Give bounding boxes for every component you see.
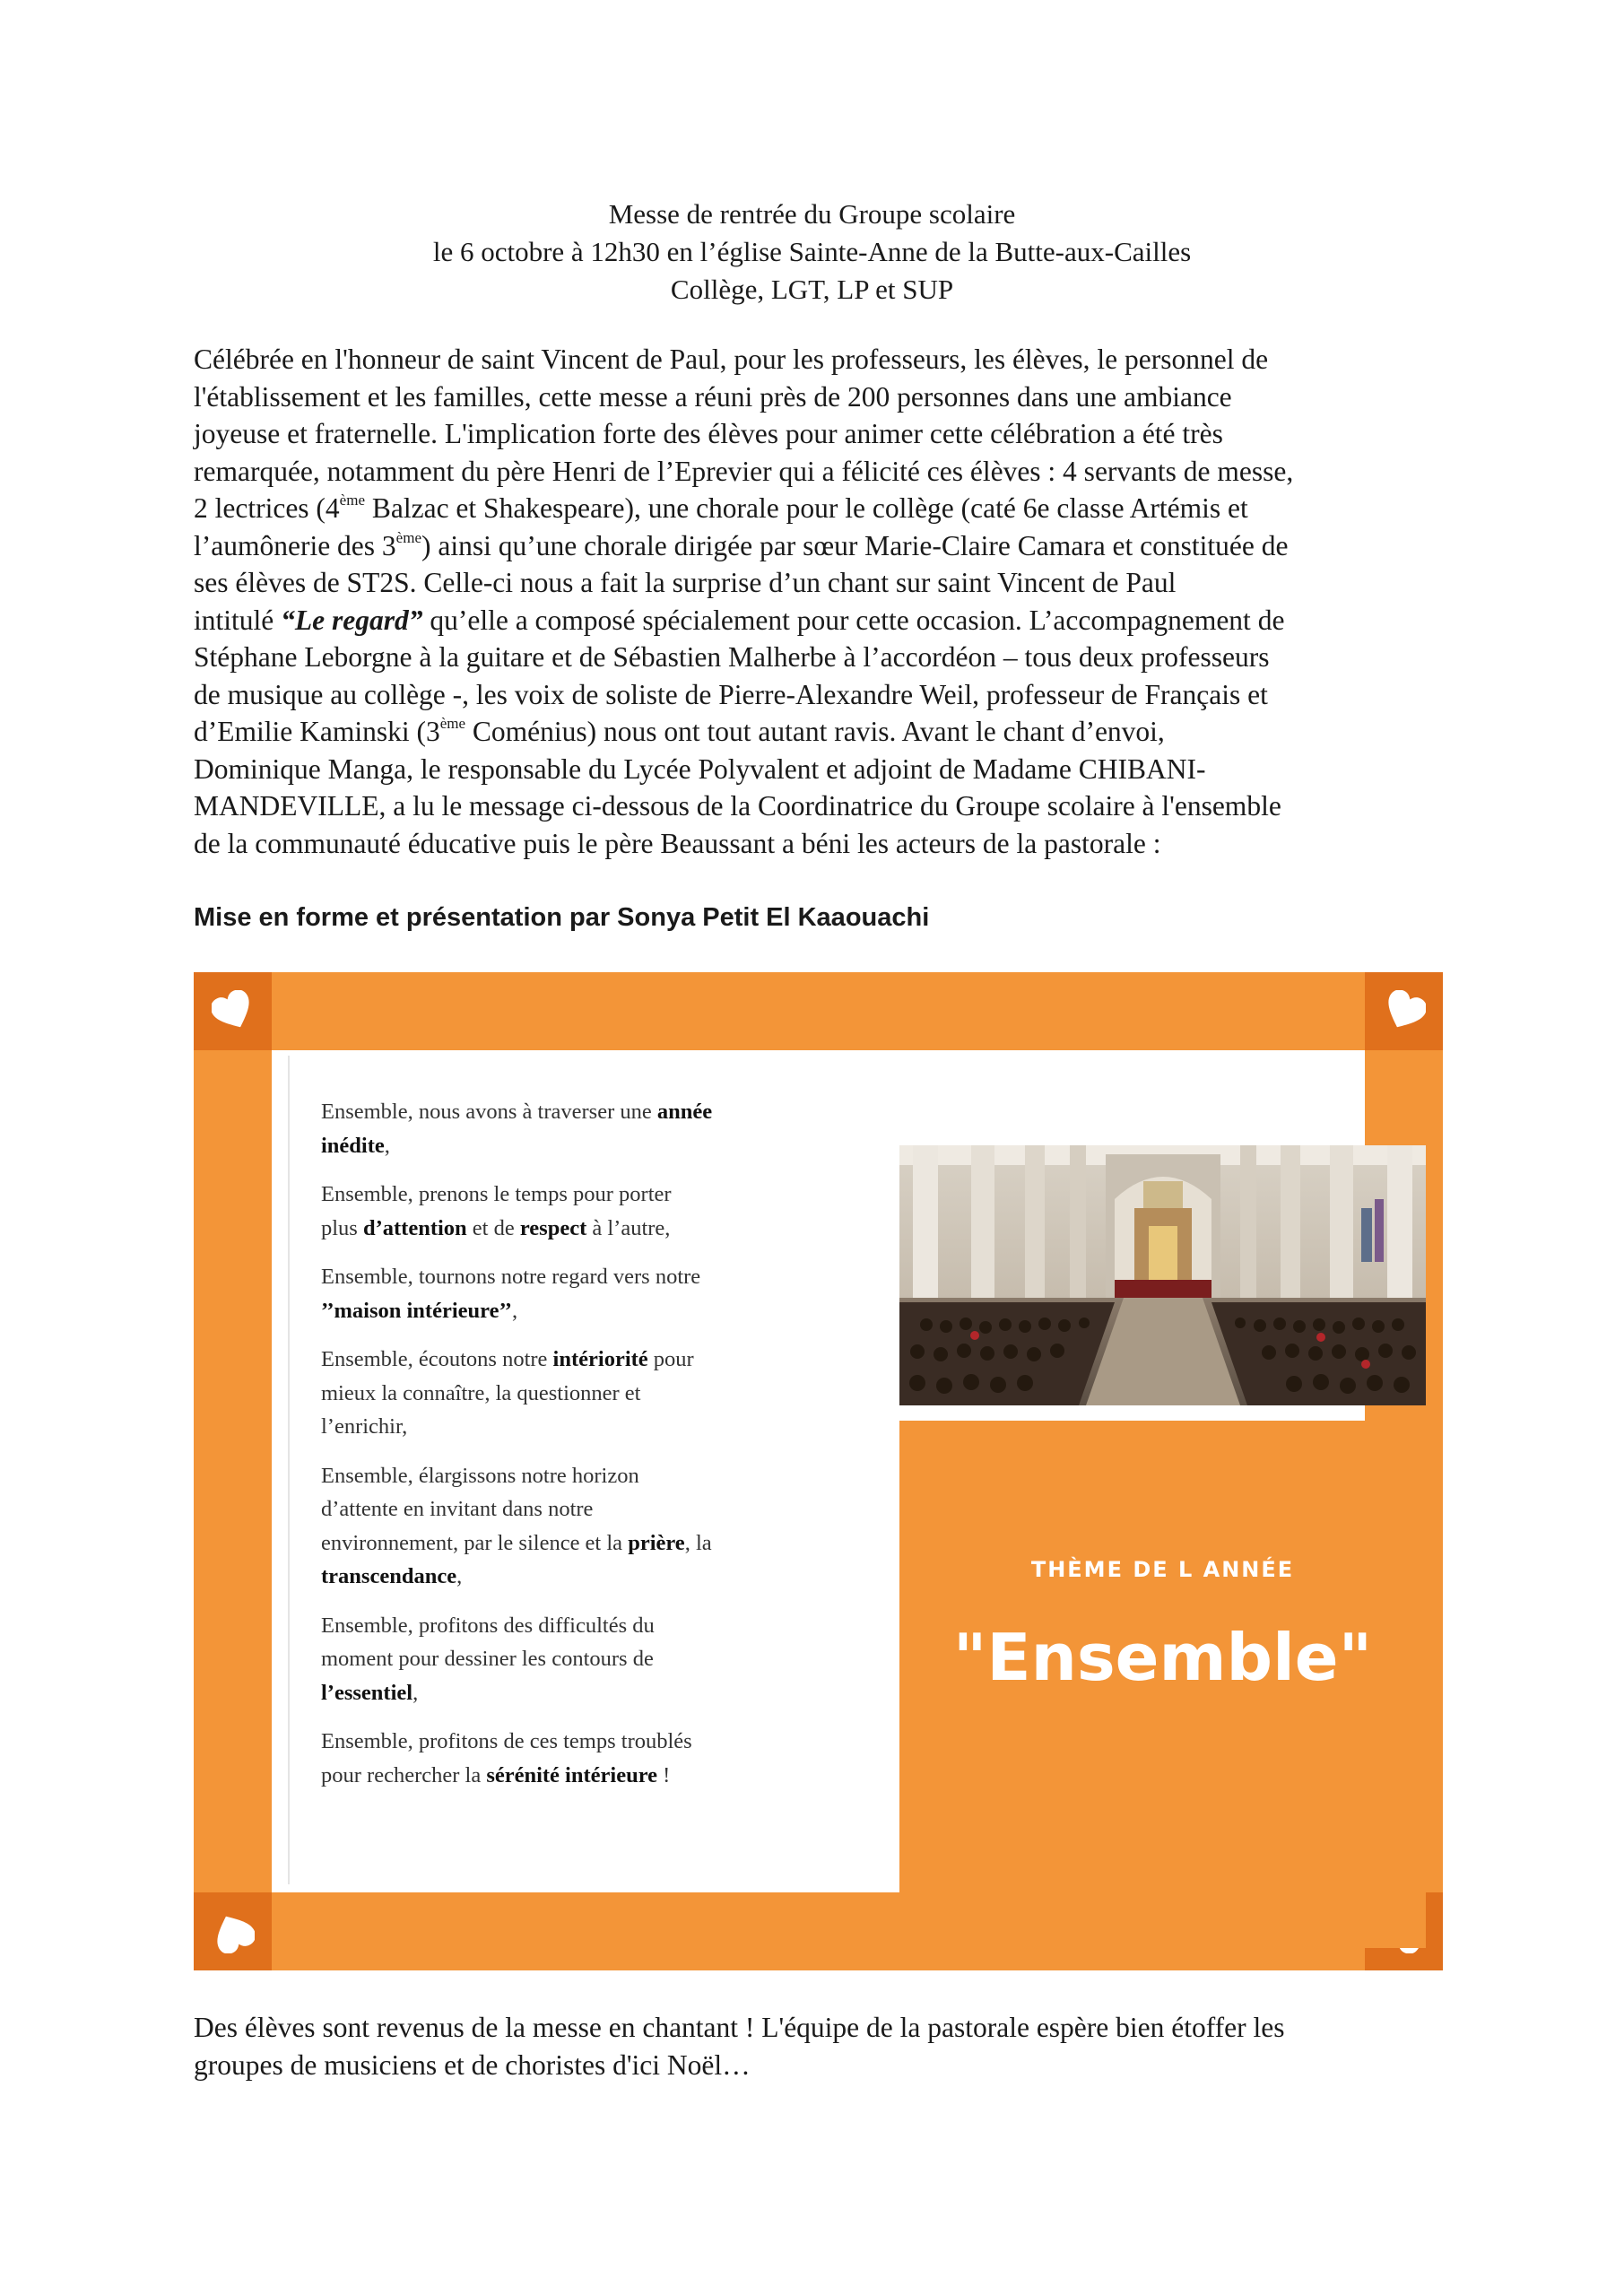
church-interior-photo: [899, 1145, 1426, 1405]
theme-box: [899, 1421, 1426, 1948]
poem-line: [321, 1343, 769, 1377]
poem-bold: prière: [628, 1530, 685, 1555]
poem-stanza: [321, 1260, 769, 1327]
poem-stanza: [321, 1459, 769, 1594]
poem-line: [321, 1294, 769, 1328]
intro-paragraph: [194, 341, 1440, 862]
poem-text: ,: [511, 1298, 518, 1323]
intro-line: de la communauté éducative puis le père Beaussant a béni les acteurs de la pastorale :: [194, 827, 1161, 859]
poem-text: !: [657, 1762, 671, 1787]
poem-text: pour: [647, 1347, 694, 1371]
heading-line-3: Collège, LGT, LP et SUP: [670, 274, 954, 305]
poem-line: [321, 1759, 769, 1793]
poster-panel: [272, 1050, 1373, 1892]
intro-text: ) ainsi qu’une chorale dirigée par sœur Marie-Claire Camara et constituée de: [421, 529, 1289, 561]
poem-line: Ensemble, profitons de ces temps troublés: [321, 1729, 692, 1753]
intro-text: 2 lectrices (4: [194, 492, 340, 524]
intro-line: l'établissement et les familles, cette messe a réuni près de 200 personnes dans une ambiance: [194, 380, 1232, 413]
poem-line: l’enrichir,: [321, 1414, 408, 1439]
poem-line: [321, 1129, 769, 1163]
theme-label: THÈME DE L ANNÉE: [1030, 1557, 1295, 1582]
intro-line: [194, 527, 1440, 565]
superscript: ème: [339, 491, 365, 509]
poster-corner: [194, 1892, 272, 1970]
poem-text: , la: [684, 1530, 712, 1555]
poem-text: et de: [466, 1215, 520, 1240]
poem-bold: inédite: [321, 1133, 385, 1158]
closing-line: Des élèves sont revenus de la messe en chantant ! L'équipe de la pastorale espère bien étoffer les: [194, 2012, 1285, 2043]
poem-line: Ensemble, profitons des difficultés du: [321, 1613, 655, 1638]
intro-text: intitulé: [194, 604, 282, 636]
poster-corner: [194, 972, 272, 1050]
intro-text: qu’elle a composé spécialement pour cette occasion. L’accompagnement de: [422, 604, 1285, 636]
superscript: ème: [395, 528, 421, 546]
poem-stanza: [321, 1178, 769, 1245]
poem-text: ,: [384, 1133, 390, 1158]
poem-bold: respect: [519, 1215, 587, 1240]
intro-line: [194, 602, 1440, 639]
heart-icon: [212, 990, 255, 1033]
intro-text: d’Emilie Kaminski (3: [194, 716, 440, 747]
intro-line: Stéphane Leborgne à la guitare et de Sébastien Malherbe à l’accordéon – tous deux professeurs: [194, 641, 1270, 673]
poem-line: [321, 1676, 769, 1710]
poem-line: moment pour dessiner les contours de: [321, 1647, 654, 1671]
intro-line: [194, 490, 1440, 527]
poem-bold: l’essentiel: [321, 1680, 413, 1705]
poem-stanza: [321, 1343, 769, 1444]
heart-icon: [1383, 990, 1426, 1033]
poem-text: Ensemble, écoutons notre: [321, 1347, 553, 1371]
poem-line: Ensemble, tournons notre regard vers notre: [321, 1265, 701, 1289]
poem-line: Ensemble, élargissons notre horizon: [321, 1463, 639, 1488]
poem-line: [321, 1212, 769, 1246]
credit-line: Mise en forme et présentation par Sonya Petit El Kaaouachi: [194, 903, 930, 932]
divider: [288, 1056, 290, 1884]
poem-text: à l’autre,: [586, 1215, 671, 1240]
poem-text: ,: [456, 1564, 463, 1588]
intro-line: Célébrée en l'honneur de saint Vincent de Paul, pour les professeurs, les élèves, le personnel de: [194, 344, 1269, 375]
poem-line: [321, 1095, 769, 1129]
poem-line: Ensemble, prenons le temps pour porter: [321, 1182, 672, 1206]
poem-bold: ’’maison intérieure’’: [321, 1298, 512, 1323]
poem-line: d’attente en invitant dans notre: [321, 1497, 594, 1521]
superscript: ème: [439, 715, 466, 732]
theme-title: "Ensemble": [952, 1620, 1373, 1695]
intro-line: remarquée, notamment du père Henri de l’Eprevier qui a félicité ces élèves : 4 servants de messe,: [194, 455, 1294, 487]
intro-line: [194, 713, 1440, 751]
intro-text: Coménius) nous ont tout autant ravis. Avant le chant d’envoi,: [465, 716, 1165, 747]
poem-line: mieux la connaître, la questionner et: [321, 1380, 641, 1405]
poem-stanza: [321, 1095, 769, 1162]
poem-stanza: [321, 1725, 769, 1792]
poem-bold: d’attention: [362, 1215, 467, 1240]
poem-bold: transcendance: [321, 1564, 457, 1588]
poem-bold: année: [656, 1100, 713, 1124]
theme-poster: [194, 972, 1443, 1970]
article-heading: [0, 196, 1624, 309]
intro-line: de musique au collège -, les voix de soliste de Pierre-Alexandre Weil, professeur de Français et: [194, 678, 1268, 710]
heading-line-1: Messe de rentrée du Groupe scolaire: [608, 198, 1016, 230]
poem: [321, 1095, 769, 1807]
poem-text: Ensemble, nous avons à traverser une: [321, 1100, 657, 1124]
poem-text: environnement, par le silence et la: [321, 1530, 629, 1555]
intro-line: ses élèves de ST2S. Celle-ci nous a fait la surprise d’un chant sur saint Vincent de Paul: [194, 567, 1177, 598]
intro-line: Dominique Manga, le responsable du Lycée Polyvalent et adjoint de Madame CHIBANI-: [194, 752, 1206, 785]
song-title: “Le regard”: [281, 604, 423, 636]
poem-text: plus: [321, 1215, 363, 1240]
closing-line: groupes de musiciens et de choristes d'ici Noël…: [194, 2048, 751, 2081]
intro-line: MANDEVILLE, a lu le message ci-dessous de la Coordinatrice du Groupe scolaire à l'ensemble: [194, 790, 1281, 822]
heart-icon: [212, 1910, 255, 1953]
closing-paragraph: [194, 2009, 1449, 2083]
intro-text: l’aumônerie des 3: [194, 529, 396, 561]
intro-text: Balzac et Shakespeare), une chorale pour le collège (caté 6e classe Artémis et: [365, 492, 1248, 524]
poem-line: [321, 1560, 769, 1594]
poem-line: [321, 1526, 769, 1561]
intro-line: joyeuse et fraternelle. L'implication forte des élèves pour animer cette célébration a été très: [194, 418, 1223, 449]
poem-text: ,: [413, 1680, 419, 1705]
poem-stanza: [321, 1609, 769, 1710]
heading-line-2: le 6 octobre à 12h30 en l’église Sainte-Anne de la Butte-aux-Cailles: [432, 236, 1192, 267]
poster-corner: [1365, 972, 1443, 1050]
poem-text: pour rechercher la: [321, 1762, 487, 1787]
church-interior-photo-drawing: [899, 1145, 1426, 1405]
poem-bold: sérénité intérieure: [486, 1762, 658, 1787]
poem-bold: intériorité: [552, 1347, 648, 1371]
